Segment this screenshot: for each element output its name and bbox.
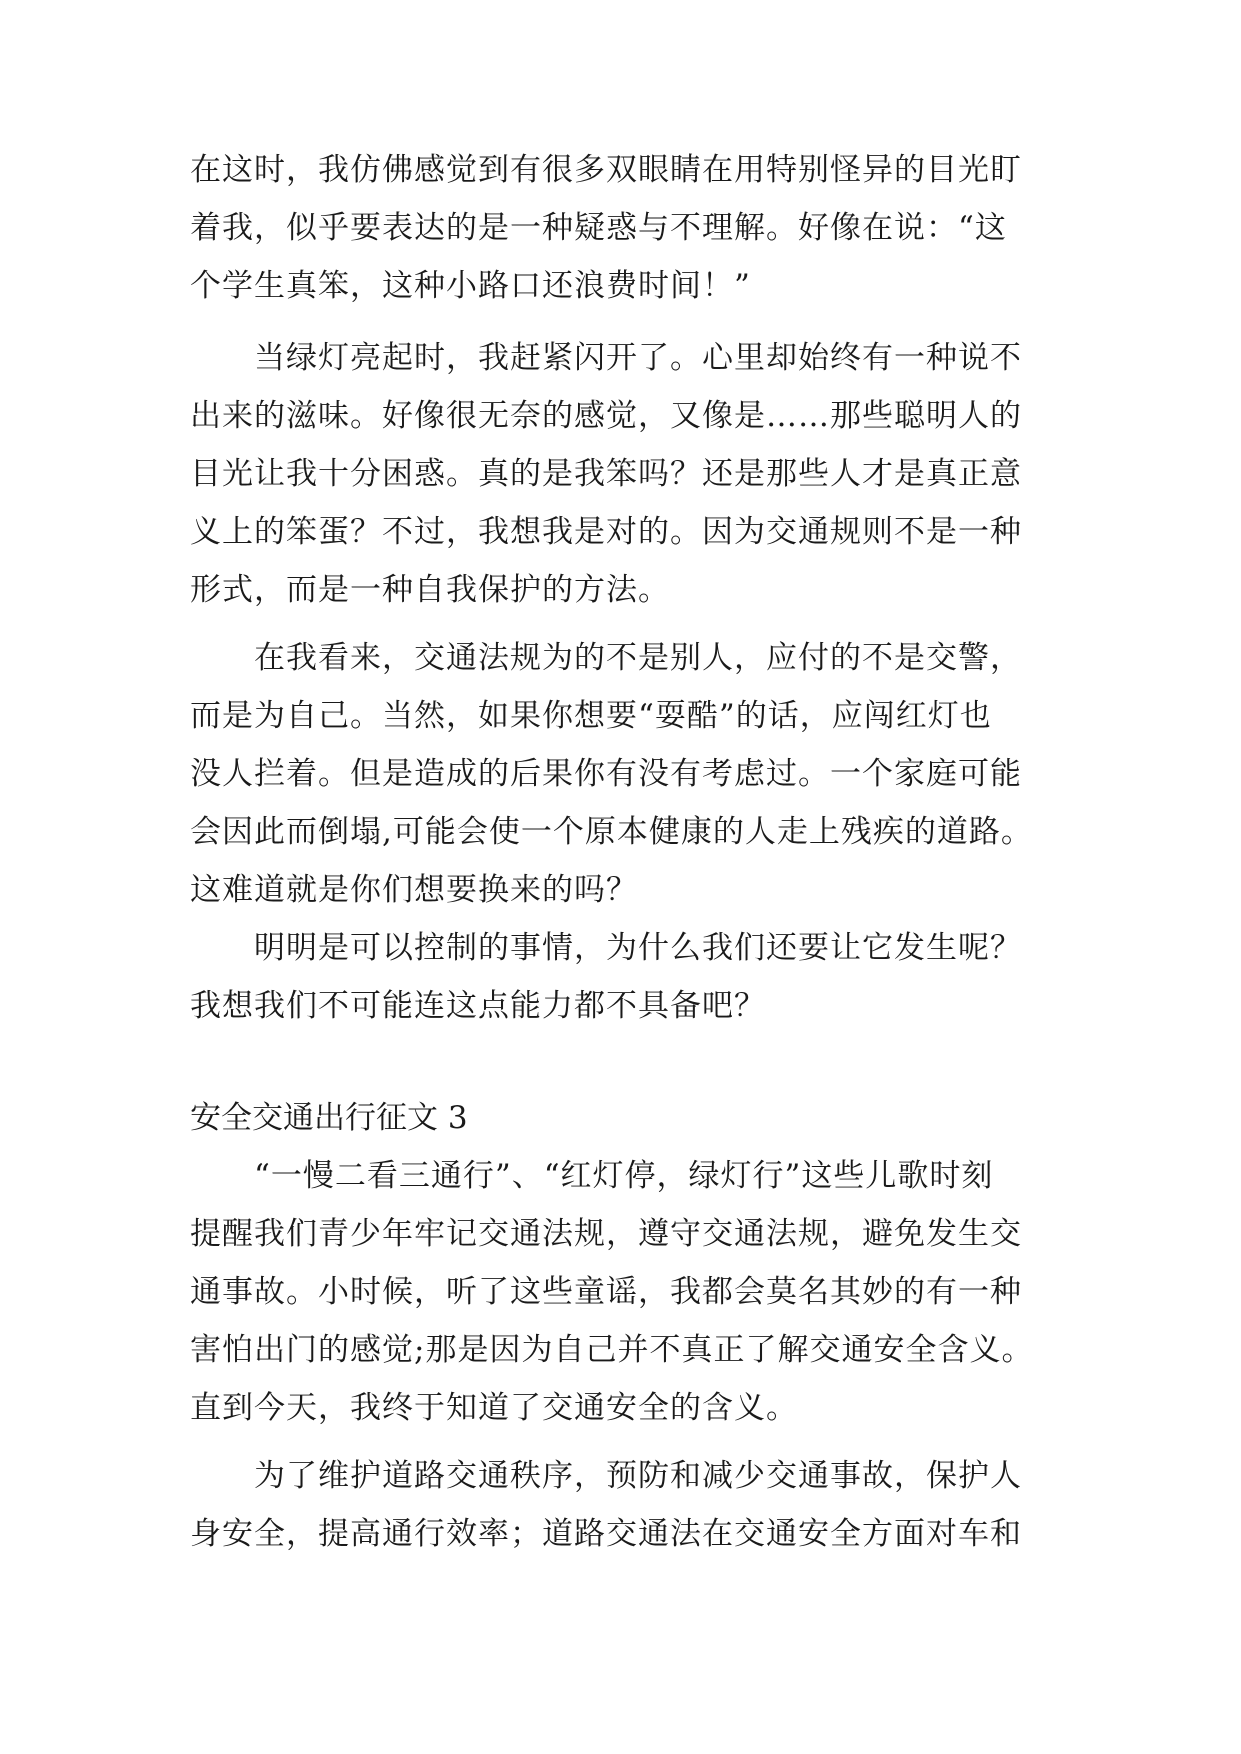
text-line: 形式，而是一种自我保护的方法。 bbox=[190, 572, 670, 608]
text-line: 为了维护道路交通秩序，预防和减少交通事故，保护人 bbox=[254, 1458, 1022, 1494]
section-title: 安全交通出行征文 3 bbox=[190, 1100, 468, 1136]
text-line: 通事故。小时候，听了这些童谣，我都会莫名其妙的有一种 bbox=[190, 1274, 1022, 1310]
text-line: “一慢二看三通行”、“红灯停，绿灯行”这些儿歌时刻 bbox=[254, 1158, 994, 1194]
text-line: 我想我们不可能连这点能力都不具备吧？ bbox=[190, 988, 766, 1024]
text-line: 目光让我十分困惑。真的是我笨吗？还是那些人才是真正意 bbox=[190, 456, 1022, 492]
text-line: 在这时，我仿佛感觉到有很多双眼睛在用特别怪异的目光盯 bbox=[190, 152, 1022, 188]
text-line: 提醒我们青少年牢记交通法规，遵守交通法规，避免发生交 bbox=[190, 1216, 1022, 1252]
text-line: 义上的笨蛋？不过，我想我是对的。因为交通规则不是一种 bbox=[190, 514, 1022, 550]
text-line: 会因此而倒塌,可能会使一个原本健康的人走上残疾的道路。 bbox=[190, 814, 1033, 850]
text-line: 害怕出门的感觉;那是因为自己并不真正了解交通安全含义。 bbox=[190, 1332, 1034, 1368]
text-line: 着我，似乎要表达的是一种疑惑与不理解。好像在说：“这 bbox=[190, 210, 1007, 246]
text-line: 直到今天，我终于知道了交通安全的含义。 bbox=[190, 1390, 798, 1426]
text-line: 个学生真笨，这种小路口还浪费时间！” bbox=[190, 268, 751, 304]
text-line: 而是为自己。当然，如果你想要“耍酷”的话，应闯红灯也 bbox=[190, 698, 992, 734]
text-line: 身安全，提高通行效率；道路交通法在交通安全方面对车和 bbox=[190, 1516, 1022, 1552]
text-line: 出来的滋味。好像很无奈的感觉，又像是……那些聪明人的 bbox=[190, 398, 1022, 434]
text-line: 当绿灯亮起时，我赶紧闪开了。心里却始终有一种说不 bbox=[254, 340, 1022, 376]
text-line: 没人拦着。但是造成的后果你有没有考虑过。一个家庭可能 bbox=[190, 756, 1022, 792]
text-line: 明明是可以控制的事情，为什么我们还要让它发生呢？ bbox=[254, 930, 1022, 966]
text-line: 这难道就是你们想要换来的吗？ bbox=[190, 872, 638, 908]
text-line: 在我看来，交通法规为的不是别人，应付的不是交警， bbox=[254, 640, 1022, 676]
